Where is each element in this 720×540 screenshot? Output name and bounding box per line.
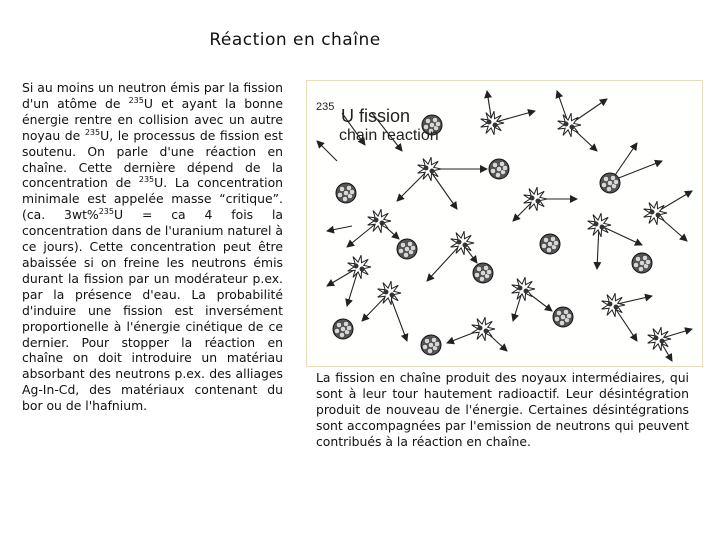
left-text-part-5: U = ca 4 fois la concentration dans de l'uranium naturel à ce jours). Cette concentration peut être abaissée si on freine les neutrons émis durant la fission par un modérateur p.ex. par la présence d'eau. La probabilité d'induire une fission est inversément proportionelle à l'énergie cinétique de ce dernier. Pour stopper la réaction en chaîne on doit introduire un matériau absorbant des neutrons p.ex. des alliages Ag-In-Cd, des matériaux contenant du bor ou de l'hafnium. (22, 207, 284, 414)
isotope-superscript-2: 235 (84, 127, 101, 137)
right-paragraph: La fission en chaîne produit des noyaux intermédiaires, qui sont à leur tour hautement radioactif. Leur désintégration produit de nouveau de l'énergie. Certaines désintégrations sont accompagnées par l'emission de neutrons qui peuvent contribués à la réaction en chaîne. (316, 370, 689, 449)
figure-label-superscript: 235 (316, 101, 335, 113)
nucleon (553, 240, 558, 245)
nucleon (546, 247, 551, 252)
nucleon (340, 326, 345, 331)
fission-fragment (487, 120, 492, 125)
fission-burst (644, 201, 667, 225)
uranium-nucleus (600, 173, 620, 193)
fission-fragment (650, 210, 655, 215)
nucleon (434, 341, 439, 346)
nucleon (428, 342, 433, 347)
fission-fragment (463, 243, 468, 248)
uranium-nucleus (336, 183, 356, 203)
nucleon (474, 272, 479, 277)
nucleon (427, 348, 432, 353)
nucleon (400, 242, 405, 247)
fission-burst (588, 213, 611, 237)
fission-fragment (484, 329, 489, 334)
nucleon (343, 190, 348, 195)
nucleon (556, 310, 561, 315)
nucleon (638, 266, 643, 271)
burst-star (512, 277, 535, 301)
nucleon (560, 314, 565, 319)
uranium-nucleus (540, 234, 560, 254)
fission-fragment (374, 218, 379, 223)
neutron-arrow (599, 225, 642, 245)
isotope-superscript-1: 235 (128, 95, 144, 105)
nucleon (339, 186, 344, 191)
nucleon (336, 322, 341, 327)
uranium-nucleus (489, 159, 509, 179)
chain-reaction-figure (306, 80, 703, 367)
nucleon (422, 344, 427, 349)
fission-fragment (493, 123, 498, 128)
fission-fragment (380, 221, 385, 226)
isotope-superscript-4: 235 (98, 207, 114, 217)
fission-fragment (608, 302, 613, 307)
burst-star (588, 213, 611, 237)
figure-label-line-2: chain reaction (339, 127, 439, 144)
neutron-arrow (347, 221, 379, 247)
fission-fragment (600, 225, 605, 230)
fission-burst (602, 293, 625, 317)
left-text-part-4: U. La concentration minimale est appelée masse “critique”. (ca. 3wt% (22, 175, 284, 223)
nucleon (495, 172, 500, 177)
neutron-arrow (317, 141, 337, 161)
fission-fragment (360, 267, 365, 272)
nucleon (404, 246, 409, 251)
nucleon (639, 260, 644, 265)
fission-fragment (536, 199, 541, 204)
nucleon (566, 313, 571, 318)
nucleon (337, 192, 342, 197)
fission-fragment (656, 213, 661, 218)
burst-star (348, 255, 371, 279)
left-text-part-2: U et ayant la bonne énergie rentre en collision avec un autre noyau de (22, 95, 283, 143)
fission-burst (648, 327, 671, 351)
uranium-nucleus (553, 307, 573, 327)
fission-burst (348, 255, 371, 279)
nucleon (342, 196, 347, 201)
nucleon (410, 245, 415, 250)
nucleon (543, 237, 548, 242)
nucleon (339, 332, 344, 337)
fission-fragment (518, 286, 523, 291)
fission-fragment (570, 125, 575, 130)
nucleon (633, 262, 638, 267)
isotope-superscript-3: 235 (138, 175, 155, 185)
nucleon (547, 241, 552, 246)
left-paragraph (22, 80, 283, 414)
uranium-nucleus (473, 263, 493, 283)
nucleon (606, 186, 611, 191)
fission-fragment (654, 336, 659, 341)
burst-star (481, 111, 504, 135)
burst-star (602, 293, 625, 317)
nucleon (480, 270, 485, 275)
fission-fragment (530, 196, 535, 201)
nucleon (490, 168, 495, 173)
neutron-arrow (429, 169, 457, 209)
fission-fragment (564, 122, 569, 127)
nucleon (496, 166, 501, 171)
nucleon (559, 320, 564, 325)
uranium-nucleus (632, 253, 652, 273)
neutron-arrow (327, 226, 352, 231)
uranium-nucleus (333, 319, 353, 339)
fission-fragment (430, 169, 435, 174)
nucleon (435, 121, 440, 126)
uranium-nucleus (397, 239, 417, 259)
nucleon (346, 325, 351, 330)
figure-label-line-1: U fission (341, 106, 411, 126)
nucleon (425, 118, 430, 123)
uranium-nucleus (421, 335, 441, 355)
nucleon (334, 328, 339, 333)
neutron-arrow (427, 243, 462, 281)
nucleon (424, 338, 429, 343)
nucleon (613, 179, 618, 184)
nucleon (403, 252, 408, 257)
nucleon (541, 243, 546, 248)
fission-burst (481, 111, 504, 135)
nucleon (603, 176, 608, 181)
fission-fragment (594, 222, 599, 227)
nucleon (635, 256, 640, 261)
fission-fragment (478, 326, 483, 331)
nucleon (645, 259, 650, 264)
burst-star (644, 201, 667, 225)
fission-fragment (457, 240, 462, 245)
fission-fragment (524, 289, 529, 294)
nucleon (502, 165, 507, 170)
fission-fragment (384, 290, 389, 295)
nucleon (486, 269, 491, 274)
nucleon (349, 189, 354, 194)
fission-fragment (354, 264, 359, 269)
fission-burst (512, 277, 535, 301)
nucleon (601, 182, 606, 187)
burst-star (648, 327, 671, 351)
left-text-part-1: Si au moins un neutron émis par la fission d'un atôme de (22, 80, 283, 111)
nucleon (479, 276, 484, 281)
nucleon (492, 162, 497, 167)
fission-fragment (614, 305, 619, 310)
page-title: Réaction en chaîne (209, 30, 381, 50)
nucleon (607, 180, 612, 185)
fission-fragment (424, 166, 429, 171)
nucleon (476, 266, 481, 271)
fission-fragment (660, 339, 665, 344)
nucleon (398, 248, 403, 253)
left-text-part-3: U, le processus de fission est soutenu. On parle d'une réaction en chaîne. Cette dernière dépend de la concentration de (22, 127, 283, 191)
nucleon (554, 316, 559, 321)
fission-fragment (390, 293, 395, 298)
